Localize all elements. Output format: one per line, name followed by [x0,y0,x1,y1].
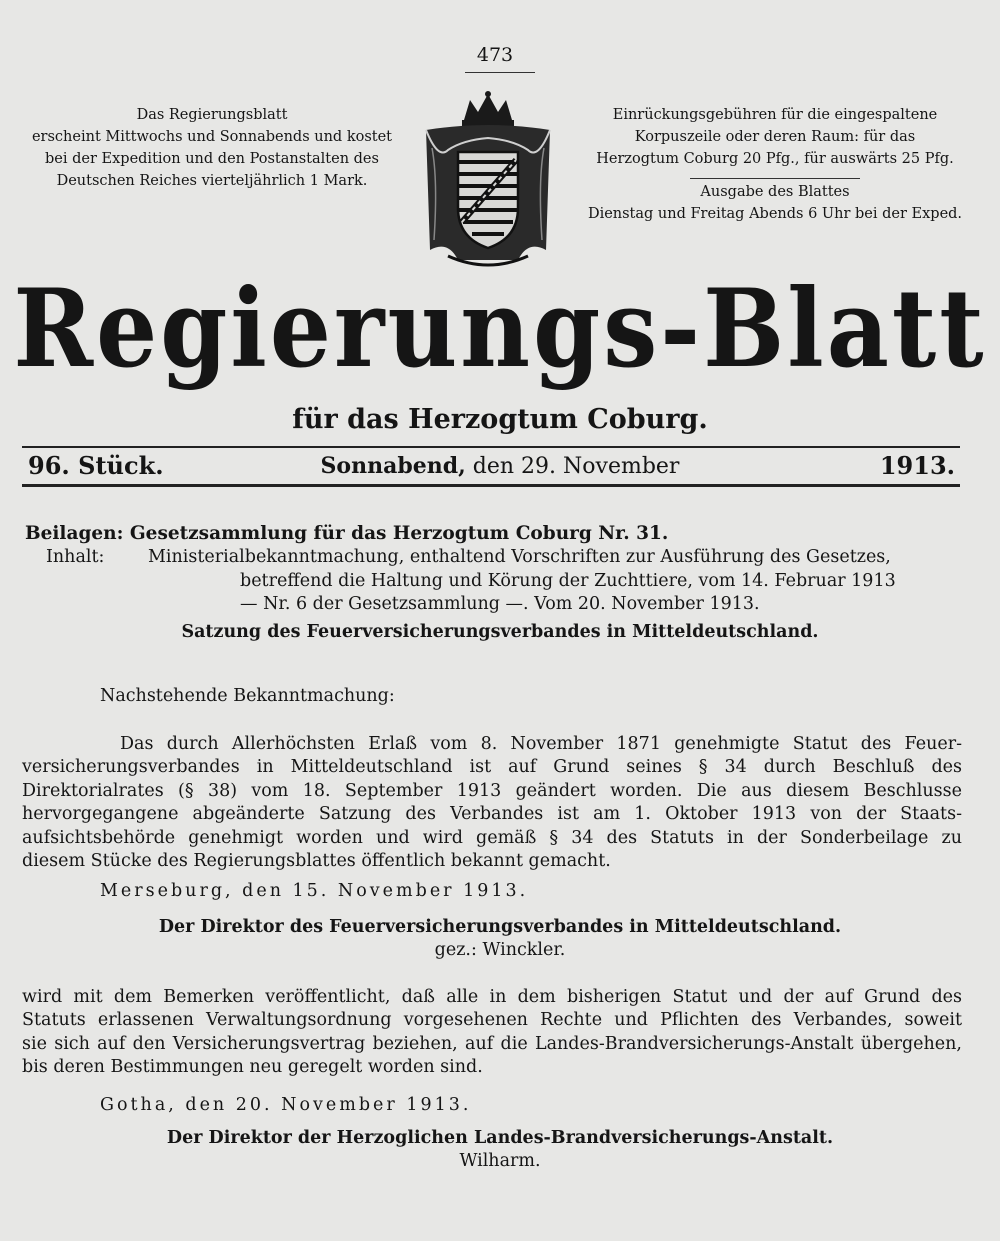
paragraph-line: sie sich auf den Versicherungsvertrag beziehen, auf die Landes-Brandversicherungs-Anstalt übergehen, [22,1033,962,1054]
paragraph-line: Statuts erlassenen Verwaltungsordnung vorgesehenen Rechte und Pflichten des Verbandes, soweit [22,1010,962,1031]
notice-paragraph [22,733,962,873]
masthead-title: Regierungs-Blatt [13,264,987,392]
paragraph-line: aufsichtsbehörde genehmigt worden und wird gemäß § 34 des Statuts in der Sonderbeilage zu [22,827,962,848]
issue-day: den 29. November [465,454,680,479]
director-title-1: Der Direktor des Feuerversicherungsverbandes in Mitteldeutschland. [158,917,842,937]
header-publication-times [585,181,965,225]
contents-line: — Nr. 6 der Gesetzsammlung —. Vom 20. November 1913. [240,594,760,614]
paragraph-line: bis deren Bestimmungen neu geregelt worden sind. [22,1057,483,1078]
header-left-line: Deutschen Reiches vierteljährlich 1 Mark. [56,173,368,189]
page-number: 473 [476,44,514,66]
masthead-subtitle: für das Herzogtum Coburg. [292,404,708,435]
contents-statute-heading: Satzung des Feuerversicherungsverbandes in Mitteldeutschland. [181,622,819,642]
header-advertising-fees [585,104,965,170]
signature-2: Wilharm. [459,1151,541,1171]
issue-weekday: Sonnabend, [320,453,466,479]
header-right-line: Herzogtum Coburg 20 Pfg., für auswärts 25 Pfg. [596,151,954,167]
coat-of-arms-icon [418,90,558,275]
header-right-line: Korpuszeile oder deren Raum: für das [634,129,916,145]
contents-line: Ministerialbekanntmachung, enthaltend Vorschriften zur Ausführung des Gesetzes, [148,547,891,567]
issue-number: 96. Stück. [28,451,164,480]
issue-rule-bottom [22,484,960,487]
signature-1: gez.: Winckler. [434,940,566,960]
header-left-line: Das Regierungsblatt [136,107,288,123]
paragraph-line: diesem Stücke des Regierungsblattes öffentlich bekannt gemacht. [22,851,611,872]
header-right-line: Einrückungsgebühren für die eingespaltene [612,107,938,123]
page-number-rule [465,72,535,73]
header-left-line: bei der Expedition und den Postanstalten des [45,151,379,167]
place-date-merseburg: Merseburg, den 15. November 1913. [100,881,529,901]
contents-label: Inhalt: [46,547,105,567]
director-title-2: Der Direktor der Herzoglichen Landes-Brandversicherungs-Anstalt. [166,1128,834,1148]
header-right-line: Ausgabe des Blattes [700,184,850,200]
place-date-gotha: Gotha, den 20. November 1913. [100,1095,472,1115]
paragraph-line: hervorgegangene abgeänderte Satzung des Verbandes ist am 1. Oktober 1913 von der Staats- [22,804,962,825]
supplements-line: Beilagen: Gesetzsammlung für das Herzogtum Coburg Nr. 31. [25,523,669,544]
paragraph-line: wird mit dem Bemerken veröffentlicht, daß alle in dem bisherigen Statut und der auf Grund des [22,987,962,1007]
issue-year: 1913. [879,451,955,480]
publication-paragraph [22,986,962,1080]
contents-line: betreffend die Haltung und Körung der Zuchttiere, vom 14. Februar 1913 [240,570,896,591]
contents-list [148,546,960,617]
header-subscription-info [22,104,402,192]
header-right-line: Dienstag und Freitag Abends 6 Uhr bei der Exped. [587,206,963,222]
notice-intro: Nachstehende Bekanntmachung: [100,686,395,706]
paragraph-line: Direktorialrates (§ 38) vom 18. September 1913 geändert worden. Die aus diesem Beschlusse [22,780,962,801]
paragraph-line: Das durch Allerhöchsten Erlaß vom 8. November 1871 genehmigte Statut des Feuer- [120,734,962,754]
issue-date [0,451,1000,482]
paragraph-line: versicherungsverbandes in Mitteldeutschland ist auf Grund seines § 34 durch Beschluß des [22,757,962,778]
header-right-rule [690,178,860,179]
header-left-line: erscheint Mittwochs und Sonnabends und kostet [31,129,393,145]
issue-rule-top [22,446,960,448]
